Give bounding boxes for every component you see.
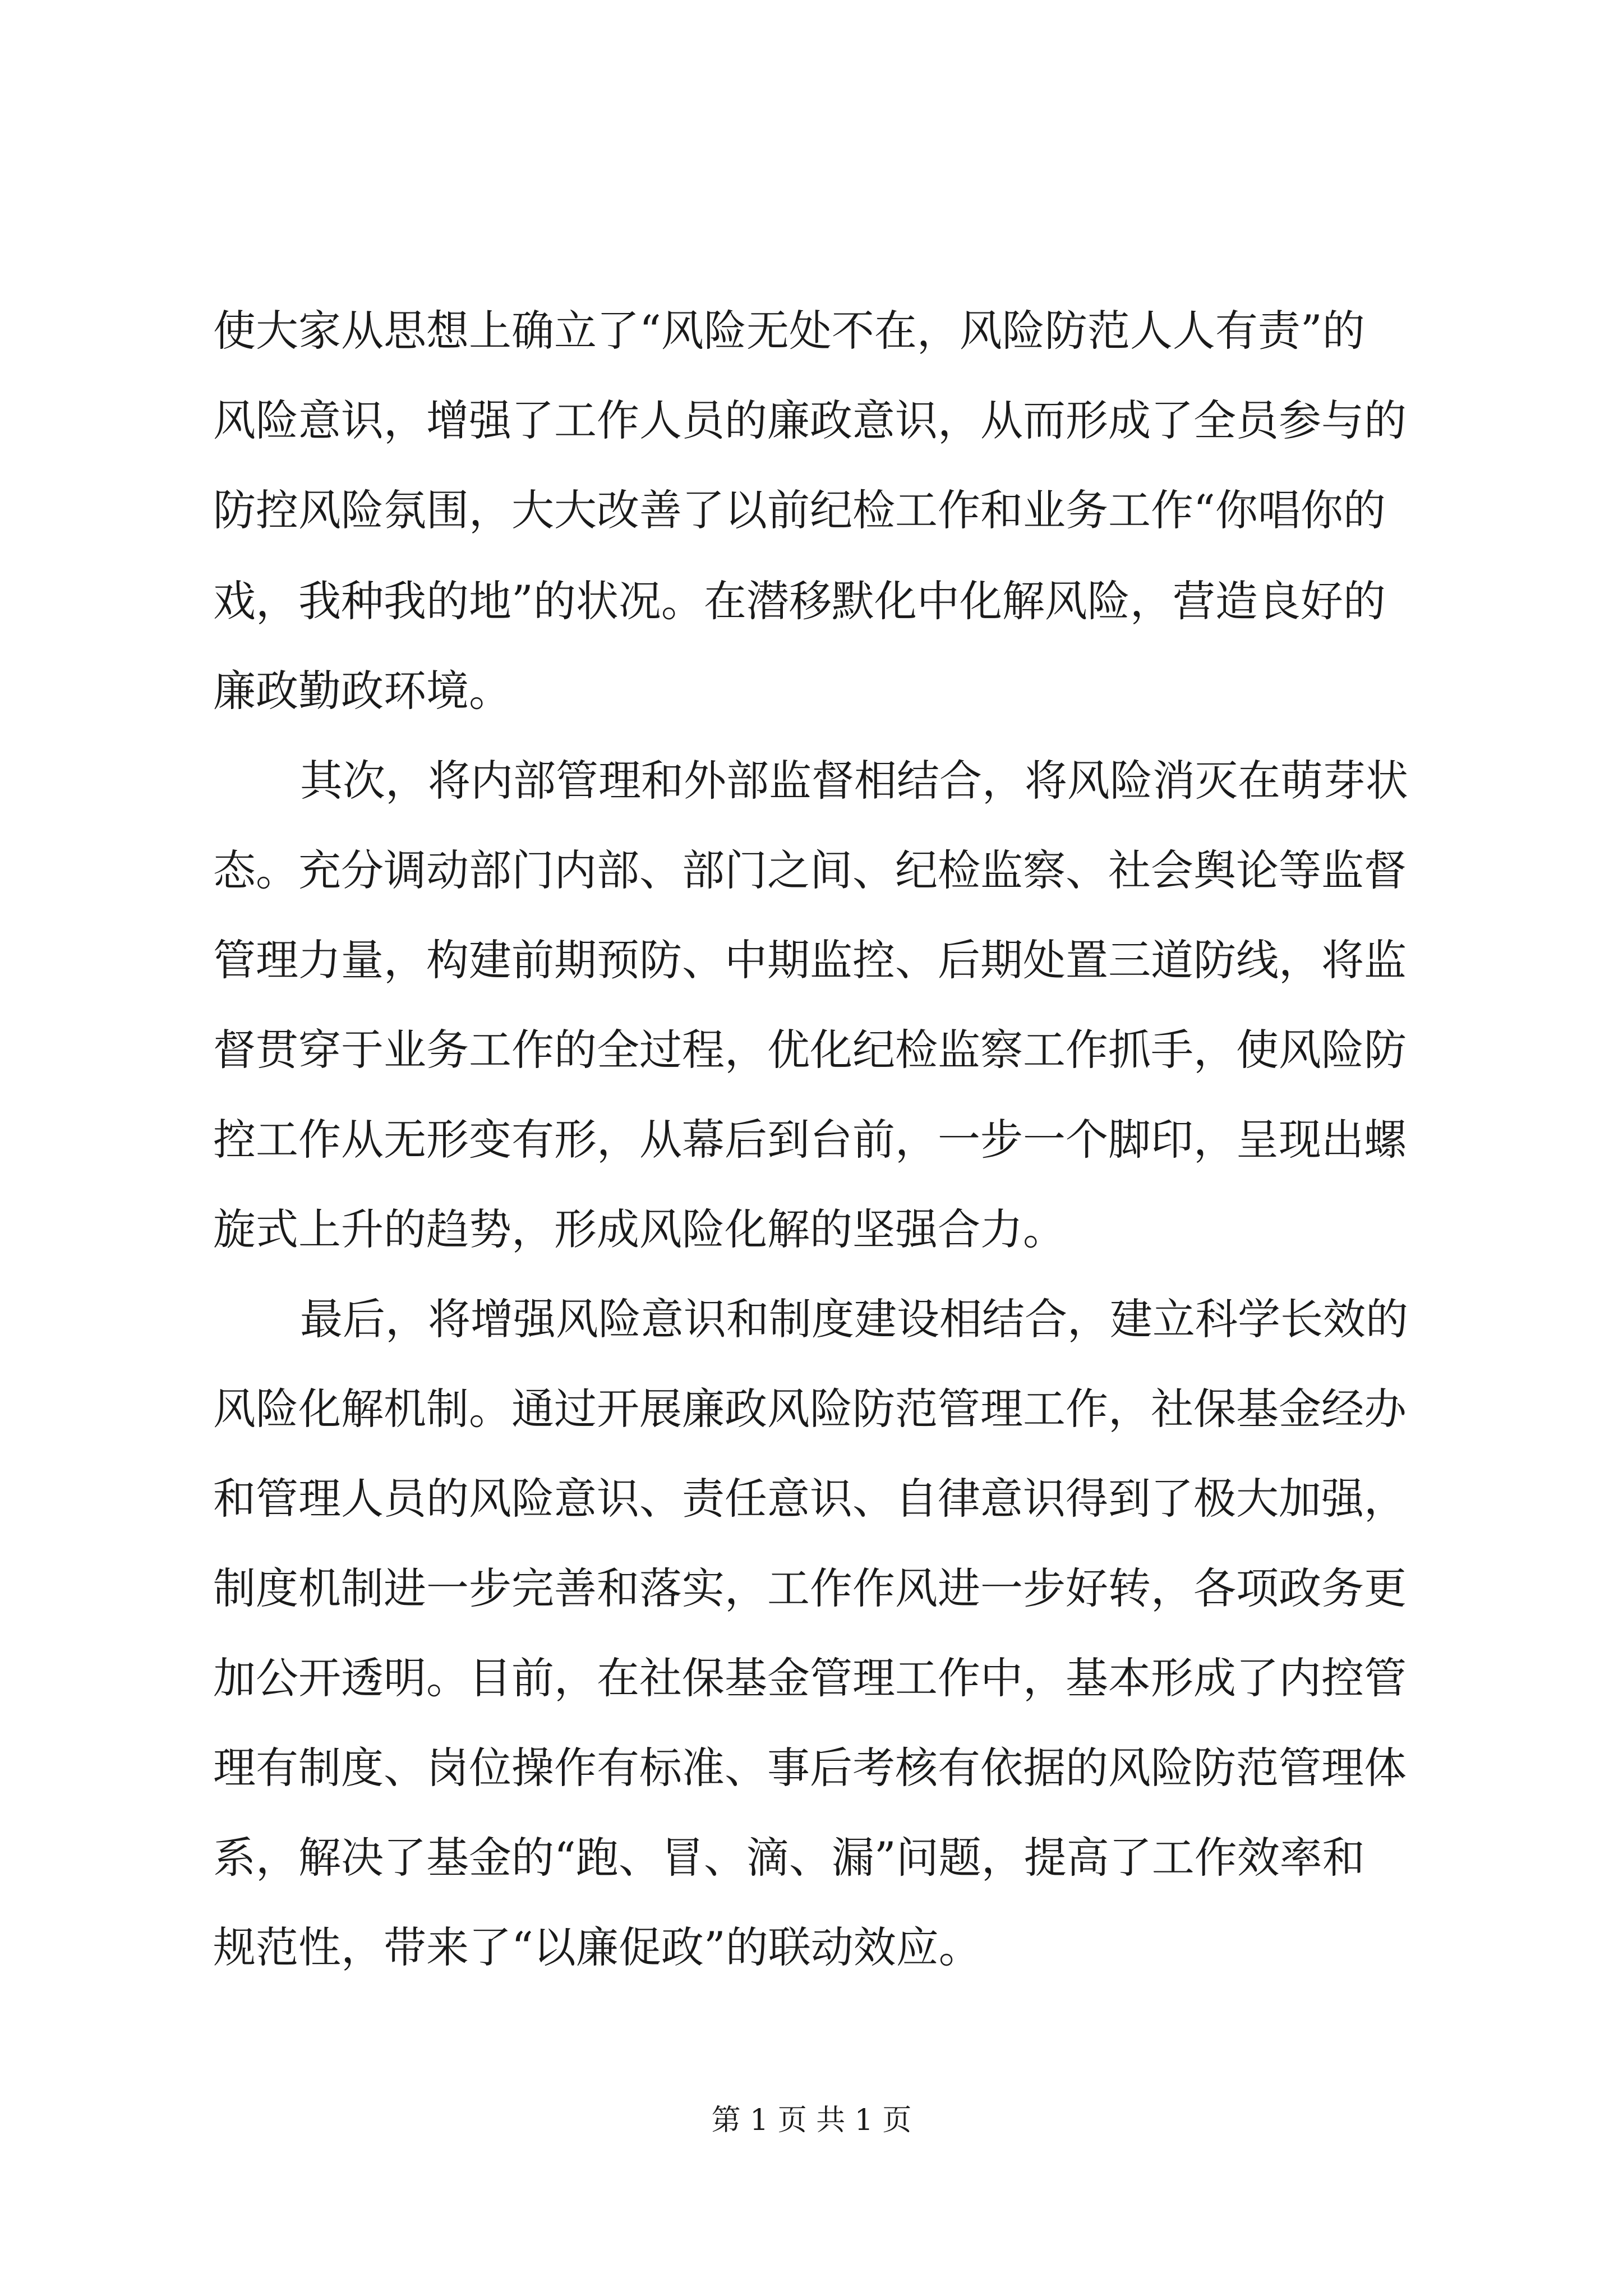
text-line: 旋式上升的趋势，形成风险化解的坚强合力。 [213,1204,1066,1254]
text-line: 督贯穿于业务工作的全过程，优化纪检监察工作抓手，使风险防 [213,1025,1407,1075]
text-line: 使大家从思想上确立了“风险无处不在，风险防范人人有责”的 [213,306,1365,356]
paragraph-first-line: 其次，将内部管理和外部监督相结合，将风险消灭在萌芽状 [300,756,1408,806]
text-line: 风险意识，增强了工作人员的廉政意识，从而形成了全员参与的 [213,395,1407,445]
text-line: 制度机制进一步完善和落实，工作作风进一步好转，各项政务更 [213,1563,1407,1613]
text-line: 控工作从无形变有形，从幕后到台前，一步一个脚印，呈现出螺 [213,1115,1407,1165]
text-line: 理有制度、岗位操作有标准、事后考核有依据的风险防范管理体 [213,1743,1407,1793]
text-line: 戏，我种我的地”的状况。在潜移默化中化解风险，营造良好的 [213,576,1386,626]
text-line: 加公开透明。目前，在社保基金管理工作中，基本形成了内控管 [213,1653,1407,1703]
text-line: 廉政勤政环境。 [213,666,511,716]
text-line: 风险化解机制。通过开展廉政风险防范管理工作，社保基金经办 [213,1384,1407,1434]
text-line: 管理力量，构建前期预防、中期监控、后期处置三道防线，将监 [213,935,1407,985]
text-line: 和管理人员的风险意识、责任意识、自律意识得到了极大加强， [213,1474,1407,1524]
paragraph-first-line: 最后，将增强风险意识和制度建设相结合，建立科学长效的 [300,1294,1408,1344]
text-line: 系，解决了基金的“跑、冒、滴、漏”问题，提高了工作效率和 [213,1833,1365,1883]
page-footer: 第 1 页 共 1 页 [711,2104,912,2137]
text-line: 态。充分调动部门内部、部门之间、纪检监察、社会舆论等监督 [213,845,1407,895]
text-line: 规范性，带来了“以廉促政”的联动效应。 [213,1922,981,1972]
text-line: 防控风险氛围，大大改善了以前纪检工作和业务工作“你唱你的 [213,485,1386,535]
